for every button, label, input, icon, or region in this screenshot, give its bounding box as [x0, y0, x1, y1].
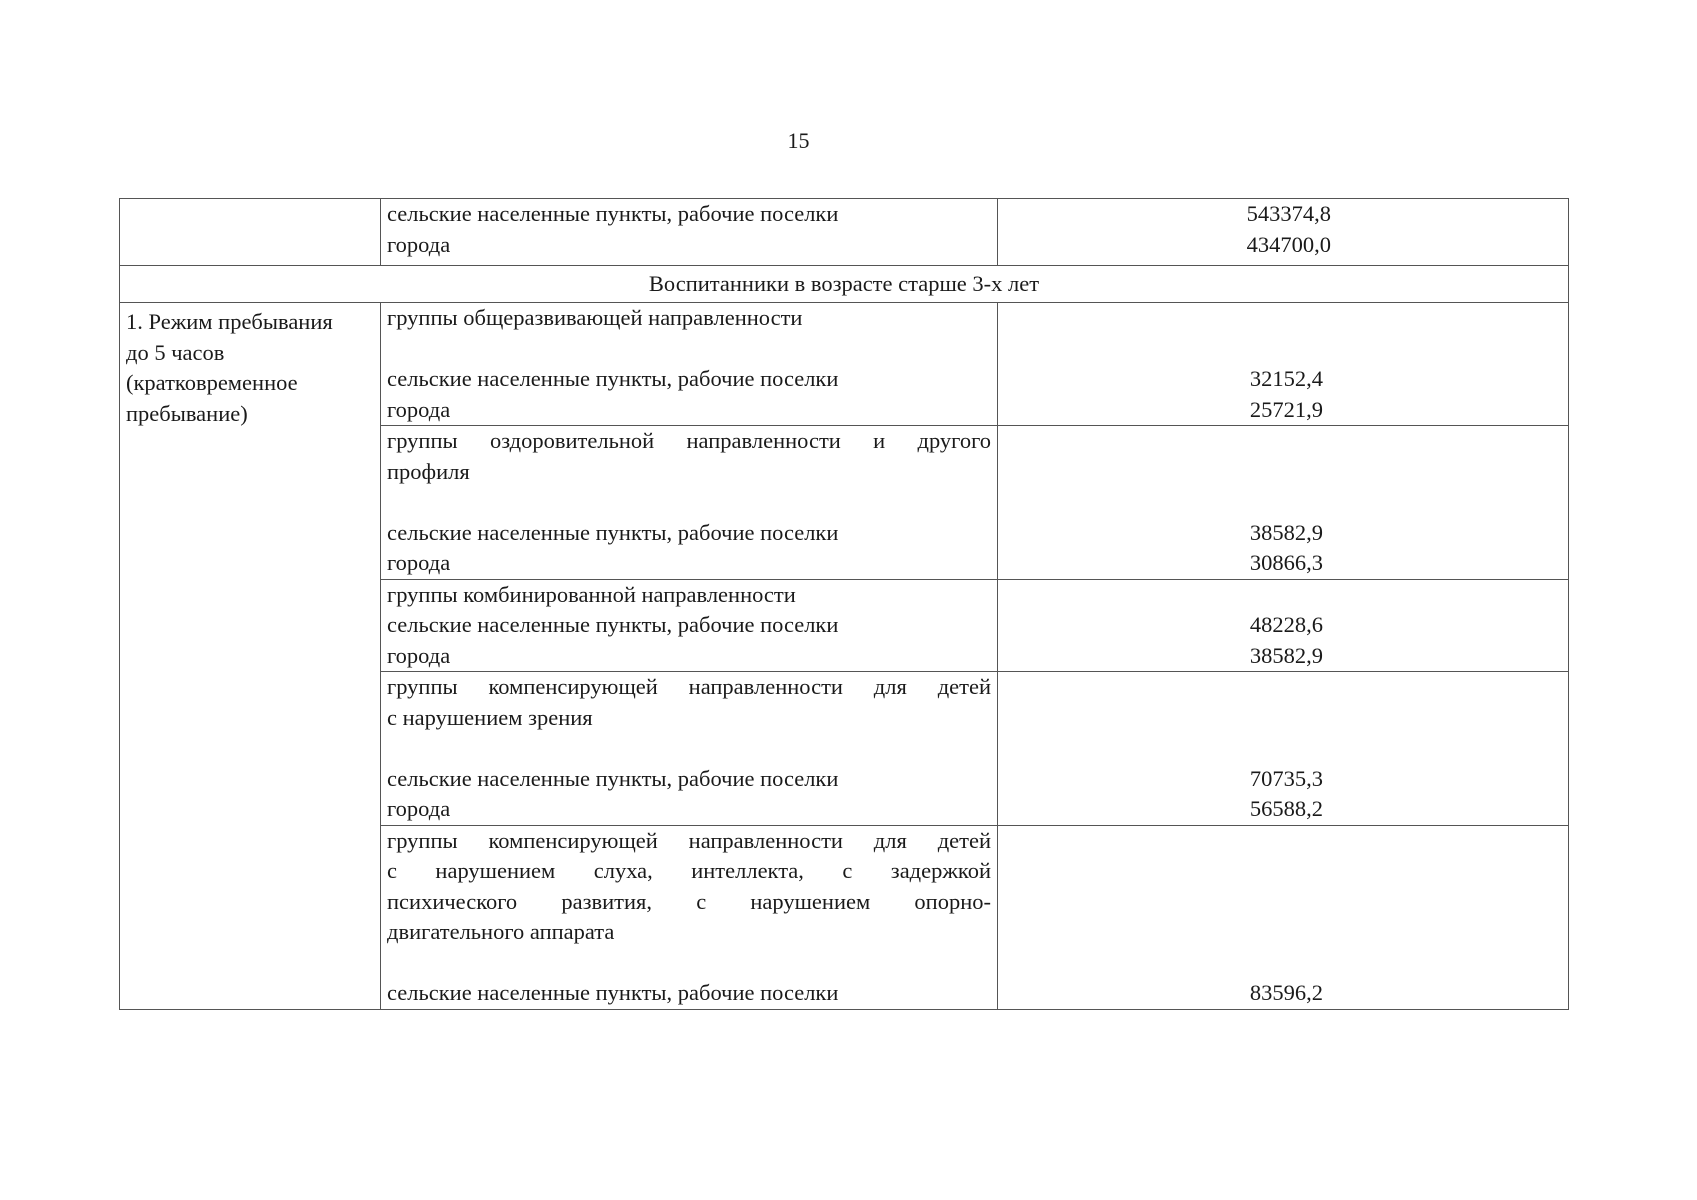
- value-cell: [998, 825, 1569, 1009]
- mode-cell: [120, 303, 381, 1010]
- rural-value: 83596,2: [1249, 980, 1323, 1005]
- table-row: [120, 199, 1569, 266]
- group-title: группы компенсирующей направленности для детей: [387, 674, 991, 699]
- empty-cell: [120, 199, 381, 266]
- group-title: группы компенсирующей направленности для детей: [387, 827, 991, 853]
- city-label: города: [387, 550, 451, 575]
- group-title: профиля: [387, 458, 470, 484]
- rural-label: сельские населенные пункты, рабочие поселки: [387, 612, 839, 637]
- city-value: 434700,0: [1246, 231, 1331, 257]
- rural-label: сельские населенные пункты, рабочие поселки: [387, 201, 839, 226]
- section-heading-row: [120, 266, 1569, 303]
- rural-value: 48228,6: [1249, 612, 1323, 637]
- label-cell: [381, 672, 998, 826]
- city-label: города: [387, 642, 451, 668]
- group-title: группы оздоровительной направленности и другого: [387, 428, 991, 453]
- rural-value: 70735,3: [1249, 765, 1323, 791]
- rural-value: 38582,9: [1249, 519, 1323, 545]
- city-value: 38582,9: [1249, 642, 1323, 668]
- value-cell: [998, 303, 1569, 426]
- rural-value: 32152,4: [1249, 366, 1323, 391]
- mode-line: до 5 часов: [126, 339, 225, 365]
- city-label: города: [387, 396, 451, 422]
- value-cell: [998, 426, 1569, 580]
- group-title: с нарушением зрения: [387, 704, 593, 730]
- group-title: с нарушением слуха, интеллекта, с задержкой: [387, 858, 991, 883]
- city-value: 30866,3: [1249, 550, 1323, 575]
- group-title: группы общеразвивающей направленности: [387, 305, 803, 330]
- group-title: двигательного аппарата: [387, 919, 615, 944]
- label-cell: [381, 579, 998, 672]
- group-title: группы комбинированной направленности: [387, 581, 796, 607]
- value-cell: [998, 199, 1569, 266]
- group-title: психического развития, с нарушением опорно-: [387, 888, 991, 914]
- label-cell: [381, 199, 998, 266]
- label-cell: [381, 426, 998, 580]
- rural-value: 543374,8: [1246, 201, 1331, 226]
- table-row: [120, 303, 1569, 426]
- mode-line: 1. Режим пребывания: [126, 309, 333, 334]
- rural-label: сельские населенные пункты, рабочие поселки: [387, 765, 839, 791]
- value-cell: [998, 579, 1569, 672]
- tariff-table: [119, 198, 1569, 1010]
- page-number: 15: [787, 128, 810, 153]
- value-cell: [998, 672, 1569, 826]
- label-cell: [381, 303, 998, 426]
- city-label: города: [387, 231, 451, 257]
- rural-label: сельские населенные пункты, рабочие поселки: [387, 366, 839, 391]
- city-label: города: [387, 796, 451, 821]
- city-value: 25721,9: [1249, 396, 1323, 422]
- label-cell: [381, 825, 998, 1009]
- section-heading: Воспитанники в возрасте старше 3-х лет: [120, 266, 1569, 303]
- city-value: 56588,2: [1249, 796, 1323, 821]
- mode-line: пребывание): [126, 400, 248, 426]
- mode-line: (кратковременное: [126, 370, 298, 395]
- rural-label: сельские населенные пункты, рабочие поселки: [387, 519, 839, 545]
- rural-label: сельские населенные пункты, рабочие поселки: [387, 980, 839, 1005]
